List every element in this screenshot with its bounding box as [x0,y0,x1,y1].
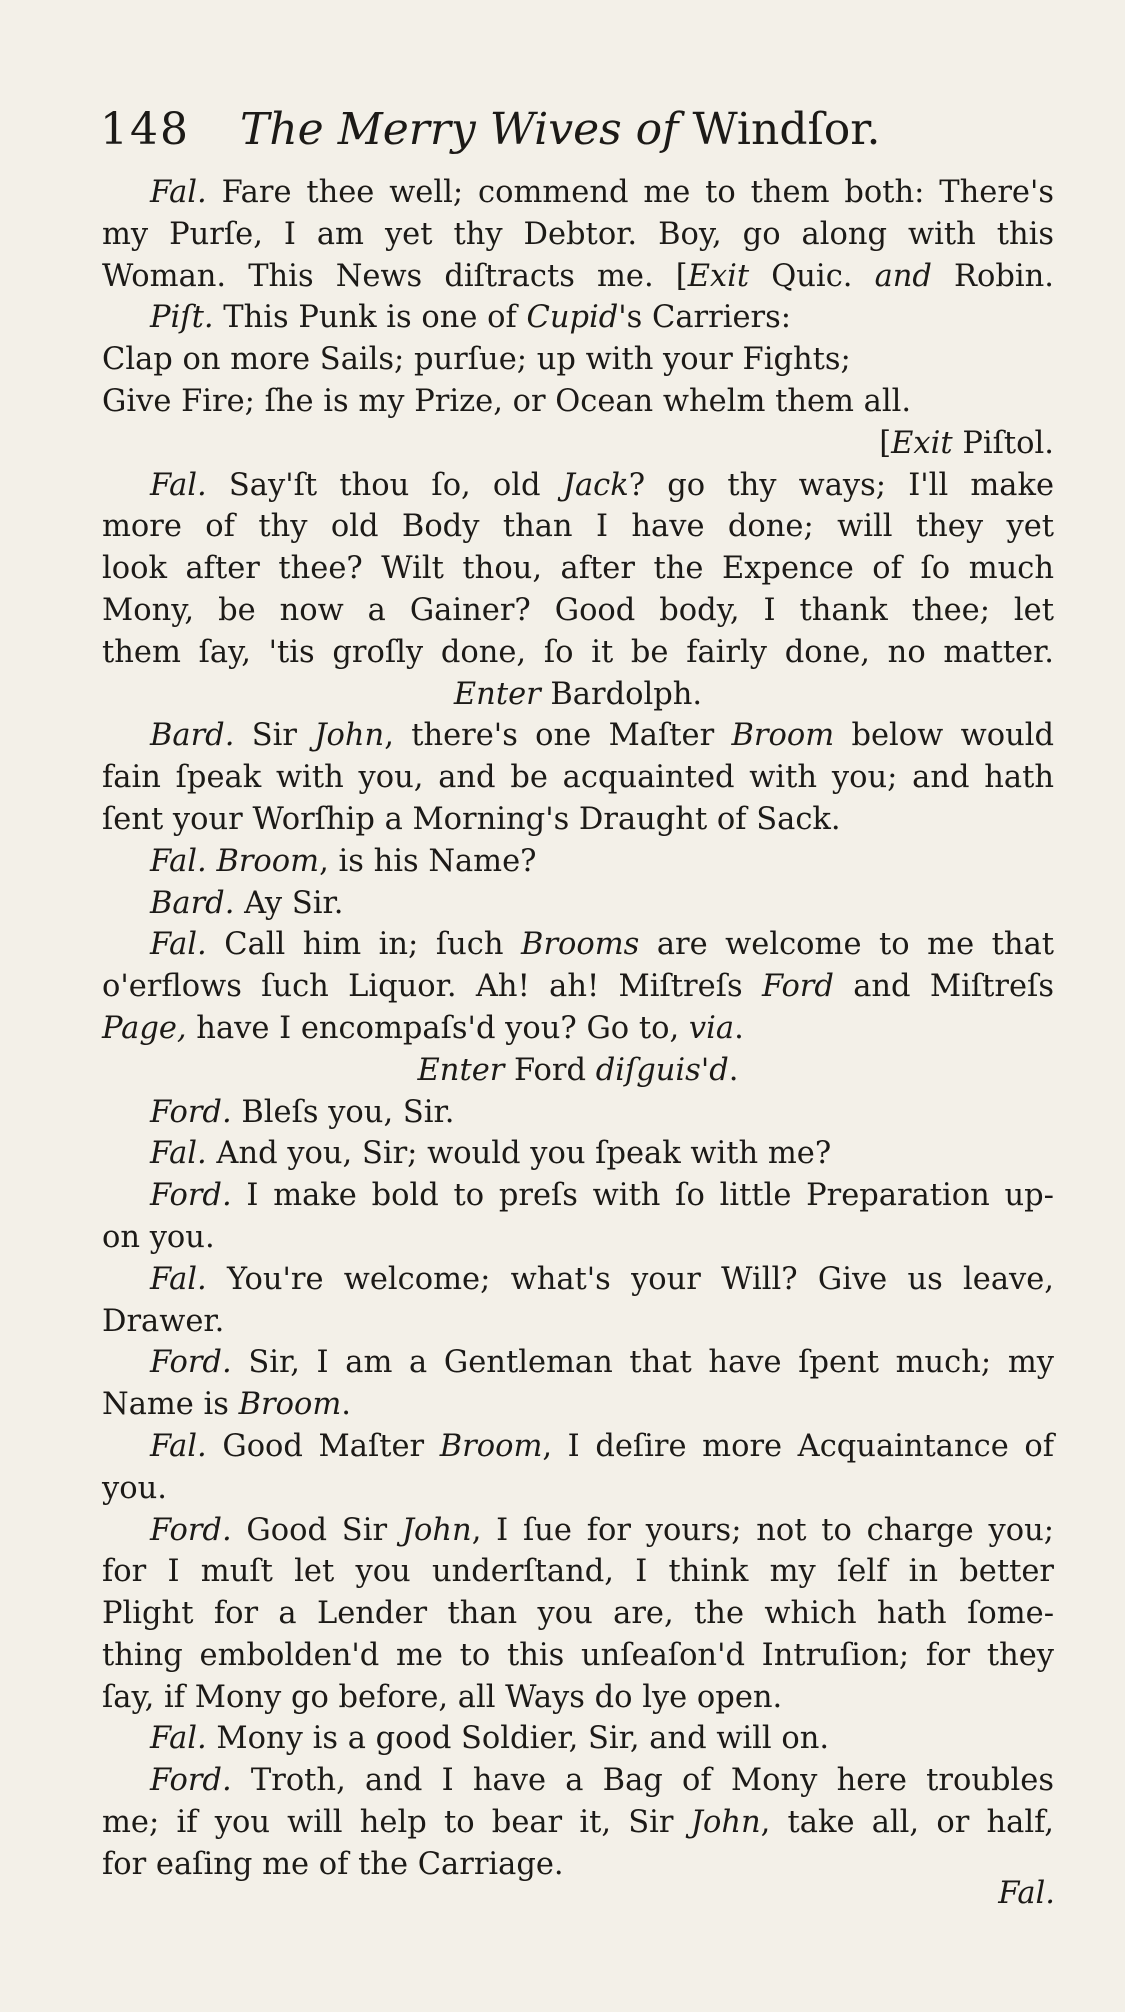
speaker-label: Bard. [150,885,235,921]
text-line: Ford. Sir, I am a Gentleman that have ſpent much; my [150,1345,1054,1381]
text-line: Fal. Say'ſt thou ſo, old Jack? go thy ways; I'll make [150,467,1055,503]
text-line: o'erflows ſuch Liquor. Ah! ah! Miſtreſs Ford and Miſtreſs [102,969,1054,1005]
text-line: for eaſing me of the Carriage. [102,1846,564,1882]
speaker-label: Fal. [150,927,207,963]
text-line: Fal. Mony is a good Soldier, Sir, and will on. [150,1721,830,1757]
text-line: Bard. Ay Sir. [150,885,344,921]
speaker-label: Ford. [150,1763,232,1799]
text-line: Ford. Troth, and I have a Bag of Mony here troubles [150,1763,1054,1799]
text-line: Bard. Sir John, there's one Maſter Broom below would [150,718,1054,754]
page-number: 148 [100,104,190,155]
text-line: Page, have I encompaſs'd you? Go to, via. [102,1010,744,1046]
text-line: Ford. I make bold to preſs with ſo little Preparation up- [150,1178,1054,1214]
text-line: Ford. Good Sir John, I ſue for yours; not to charge you; [150,1512,1055,1548]
speaker-label: Ford. [150,1512,232,1548]
text-line: look after thee? Wilt thou, after the Expence of ſo much [102,551,1054,587]
speaker-label: Fal. [150,1261,207,1297]
text-line: Fal. Fare thee well; commend me to them both: There's [150,175,1054,210]
text-line: my Purſe, I am yet thy Debtor. Boy, go along with this [102,216,1054,252]
text-line: Fal. Call him in; ſuch Brooms are welcome to me that [150,927,1055,963]
stage-direction: Enter Ford diſguis'd. [417,1052,739,1088]
text-line: ſay, if Mony go before, all Ways do lye open. [102,1679,783,1715]
stage-direction: Enter Bardolph. [453,676,703,712]
speaker-label: Fal. [150,1721,207,1757]
text-line: for I muſt let you underſtand, I think my ſelf in better [102,1554,1054,1590]
text-line: them ſay, 'tis groſly done, ſo it be fairly done, no matter. [102,634,1054,670]
text-line: Give Fire; ſhe is my Prize, or Ocean whelm them all. [102,383,912,419]
text-line: Drawer. [102,1303,225,1339]
running-title-roman: Windſor. [692,104,881,155]
speaker-label: Piſt. [150,300,214,336]
text-line: Woman. This News diſtracts me. [Exit Quic. and Robin. [102,258,1054,294]
text-line: Fal. Broom, is his Name? [150,843,537,879]
running-header [100,100,1000,160]
running-title: The Merry Wives of [239,104,679,155]
text-line: you. [102,1470,167,1506]
body-text [102,172,1054,1886]
speaker-label: Fal. [150,467,207,503]
text-line: ſent your Worſhip a Morning's Draught of Sack. [102,801,841,837]
speaker-label: Bard. [150,718,235,754]
speaker-label: Fal. [150,1136,207,1172]
text-line: me; if you will help to bear it, Sir John, take all, or half, [102,1805,1054,1841]
text-line: Fal. Good Maſter Broom, I deſire more Acquaintance of [150,1428,1054,1464]
speaker-label: Ford. [150,1345,232,1381]
text-line: Plight for a Lender than you are, the which hath ſome- [102,1596,1054,1632]
text-line: Mony, be now a Gainer? Good body, I thank thee; let [102,592,1054,628]
text-line: on you. [102,1219,215,1255]
speaker-label: Ford. [150,1178,232,1214]
text-line: more of thy old Body than I have done; will they yet [102,509,1054,545]
speaker-label: Fal. [150,843,207,879]
speaker-label: Ford. [150,1094,232,1130]
text-line: Name is Broom. [102,1387,351,1423]
speaker-label: Fal. [150,1428,207,1464]
catchword: Fal. [998,1876,1055,1911]
text-line: thing embolden'd me to this unſeaſon'd Intruſion; for they [102,1637,1054,1673]
text-line: Clap on more Sails; purſue; up with your Fights; [102,342,851,378]
speaker-label: Fal. [150,175,207,210]
stage-direction: [Exit Piſtol. [879,425,1054,461]
text-line: Piſt. This Punk is one of Cupid's Carriers: [150,300,792,336]
text-line: Fal. And you, Sir; would you ſpeak with me? [150,1136,832,1172]
text-line: Ford. Bleſs you, Sir. [150,1094,455,1130]
text-line: Fal. You're welcome; what's your Will? Give us leave, [150,1261,1054,1297]
text-line: fain ſpeak with you, and be acquainted with you; and hath [102,760,1054,796]
